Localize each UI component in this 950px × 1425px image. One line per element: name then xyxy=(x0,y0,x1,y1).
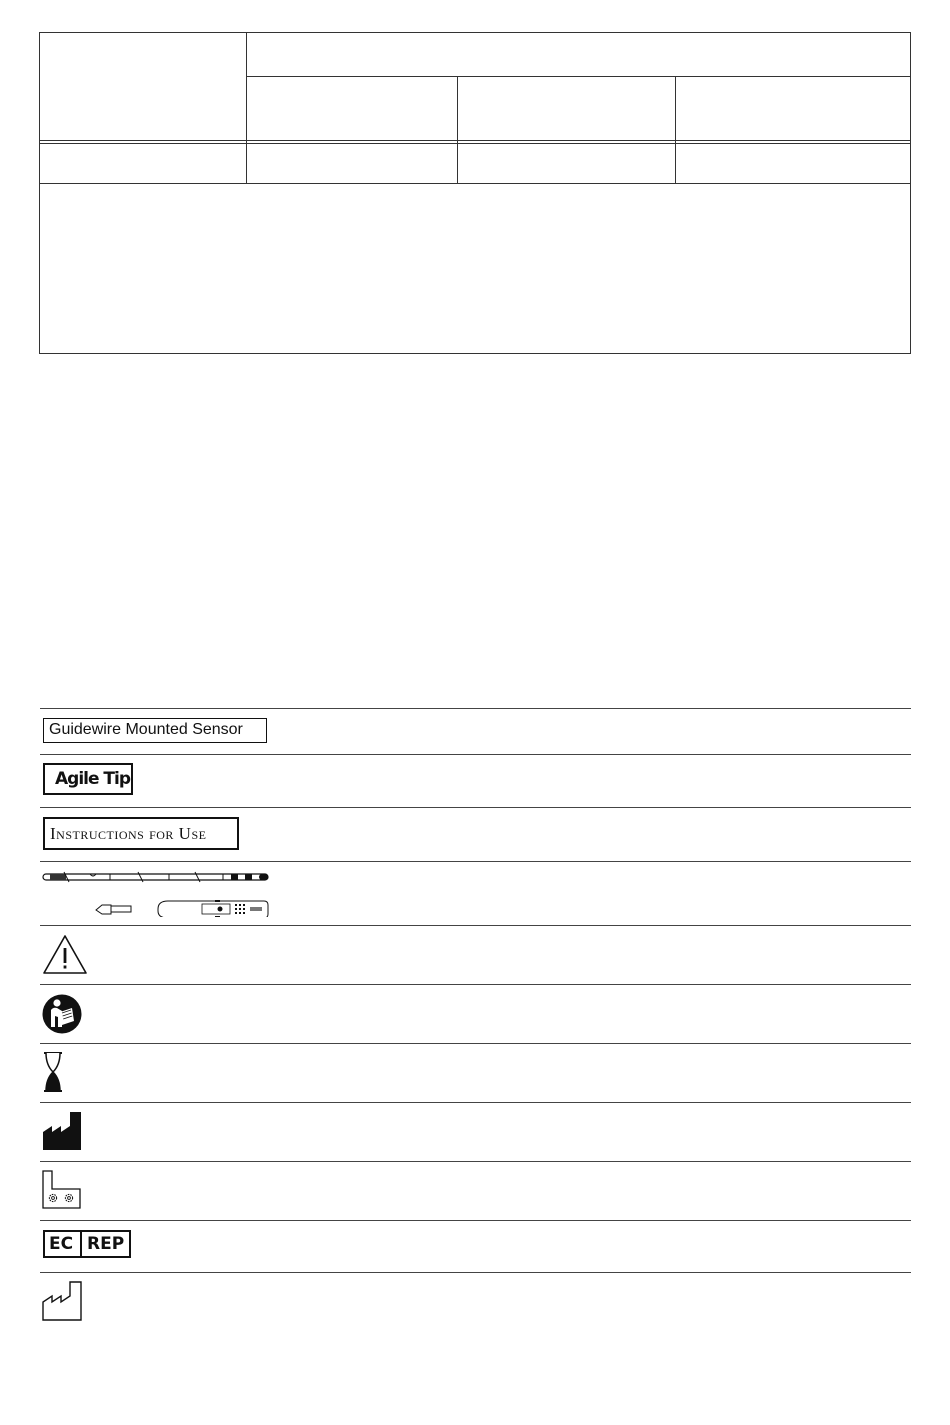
row-divider xyxy=(40,925,911,926)
ec-rep-icon xyxy=(43,1230,131,1258)
use-by-hourglass-icon xyxy=(42,1051,64,1093)
instructions-for-use-label: Instructions for Use xyxy=(43,817,239,850)
row-divider xyxy=(40,861,911,862)
symbol-row-agile-tip xyxy=(40,754,911,807)
table-header-divider xyxy=(246,76,910,77)
symbol-row-guidewire-device xyxy=(40,861,911,925)
warning-triangle-icon xyxy=(42,934,88,976)
row-divider xyxy=(40,1161,911,1162)
symbol-row-date-of-manufacture xyxy=(40,1272,911,1332)
table-col-divider-1 xyxy=(246,33,247,184)
ec-rep-left-text: EC xyxy=(45,1232,82,1256)
symbol-row-caution xyxy=(40,925,911,984)
table-col-divider-2 xyxy=(457,76,458,184)
symbol-row-manufacturer xyxy=(40,1102,911,1161)
row-divider xyxy=(40,1102,911,1103)
row-divider xyxy=(40,1272,911,1273)
row-divider xyxy=(40,754,911,755)
guidewire-mounted-sensor-label: Guidewire Mounted Sensor xyxy=(43,718,267,743)
table-col-divider-3 xyxy=(675,76,676,184)
symbol-row-consult-instructions xyxy=(40,984,911,1043)
symbol-row-use-by xyxy=(40,1043,911,1102)
row-divider xyxy=(40,708,911,709)
ec-rep-right-text: REP xyxy=(87,1234,125,1254)
agile-tip-label: Agile Tip xyxy=(43,763,133,795)
table-header-bottom-line xyxy=(40,140,910,141)
consult-instructions-icon xyxy=(42,994,82,1034)
symbol-row-guidewire-mounted-sensor xyxy=(40,708,911,754)
manufacturer-icon xyxy=(42,1111,82,1151)
symbol-row-manufacturing-site xyxy=(40,1161,911,1220)
manufacturing-site-icon xyxy=(42,1170,82,1210)
symbol-row-instructions-for-use xyxy=(40,807,911,861)
symbol-row-ec-rep xyxy=(40,1220,911,1272)
table-header-bottom-line-2 xyxy=(40,143,910,144)
date-of-manufacture-icon xyxy=(42,1281,82,1321)
row-divider xyxy=(40,807,911,808)
table-row-bottom-line xyxy=(40,183,910,184)
row-divider xyxy=(40,984,911,985)
row-divider xyxy=(40,1043,911,1044)
guidewire-device-icon xyxy=(42,871,270,917)
specification-table xyxy=(39,32,911,354)
row-divider xyxy=(40,1220,911,1221)
